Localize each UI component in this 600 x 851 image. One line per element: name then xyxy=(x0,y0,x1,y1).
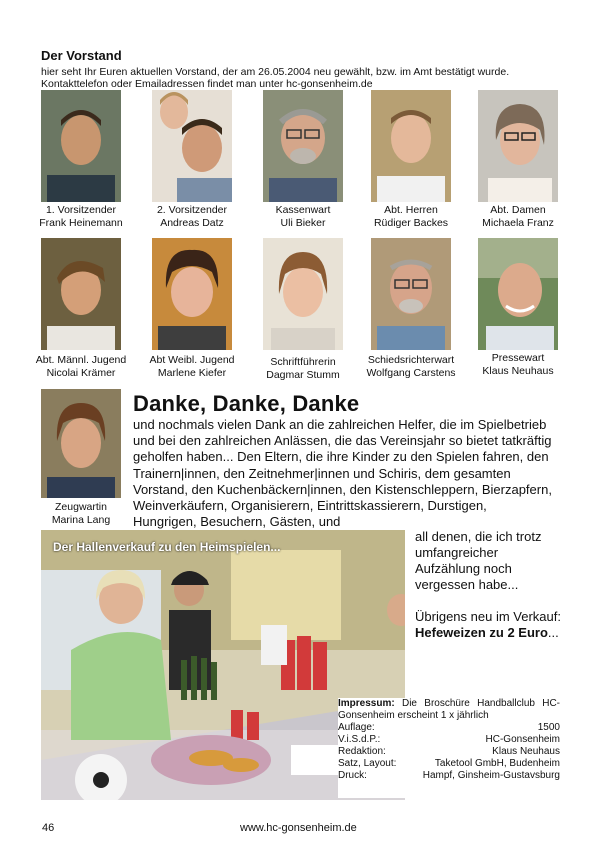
danke-continuation xyxy=(415,529,565,641)
member-role: Zeugwartin xyxy=(55,501,107,513)
member-name: Marlene Kiefer xyxy=(157,367,227,379)
member-name: Frank Heinemann xyxy=(39,217,123,229)
danke-heading: Danke, Danke, Danke xyxy=(133,391,360,416)
impressum-value: 1500 xyxy=(537,722,560,733)
member-role: Schiedsrichterwart xyxy=(367,354,455,366)
member-role: 2. Vorsitzender xyxy=(156,204,228,216)
beer-note-prefix: Übrigens neu im Verkauf: xyxy=(415,609,561,624)
impressum-row xyxy=(338,734,560,746)
impressum-key: Redaktion: xyxy=(338,746,386,757)
caption-member-4 xyxy=(356,204,466,230)
impressum-row xyxy=(338,758,560,770)
member-name: Rüdiger Backes xyxy=(373,217,449,229)
photo-member-7 xyxy=(152,238,232,350)
member-role: Abt Weibl. Jugend xyxy=(149,354,235,366)
impressum-key: V.i.S.d.P.: xyxy=(338,734,381,745)
member-name: Wolfgang Carstens xyxy=(366,367,456,379)
photo-member-4 xyxy=(371,90,451,202)
member-name: Marina Lang xyxy=(51,514,111,526)
impressum-value: Hampf, Ginsheim-Gustavsburg xyxy=(422,770,560,781)
caption-member-5 xyxy=(463,204,573,230)
photo-member-9 xyxy=(371,238,451,350)
caption-member-7 xyxy=(137,354,247,380)
beer-note-bold: Hefeweizen zu 2 Euro xyxy=(415,625,548,640)
member-name: Michaela Franz xyxy=(482,217,554,229)
impressum-key: Satz, Layout: xyxy=(338,758,397,769)
photo-member-5 xyxy=(478,90,558,202)
member-name: Andreas Datz xyxy=(160,217,224,229)
member-role: Abt. Herren xyxy=(384,204,438,216)
member-name: Uli Bieker xyxy=(280,217,326,229)
photo-member-11 xyxy=(41,389,121,498)
impressum-value: Taketool GmbH, Budenheim xyxy=(434,758,560,769)
member-role: 1. Vorsitzender xyxy=(45,204,117,216)
member-role: Pressewart xyxy=(491,352,545,364)
section-title: Der Vorstand xyxy=(41,48,122,63)
photo-member-6 xyxy=(41,238,121,350)
impressum-key: Auflage: xyxy=(338,722,375,733)
sales-photo-caption: Der Hallenverkauf zu den Heimspielen... xyxy=(53,540,281,554)
photo-member-10 xyxy=(478,238,558,350)
impressum-row xyxy=(338,770,560,782)
impressum-label: Impressum: xyxy=(338,698,395,709)
photo-member-3 xyxy=(263,90,343,202)
beer-note-suffix: ... xyxy=(547,625,559,640)
impressum xyxy=(338,698,560,798)
impressum-value: HC-Gonsenheim xyxy=(485,734,560,745)
footer-url[interactable]: www.hc-gonsenheim.de xyxy=(240,822,357,834)
member-role: Abt. Männl. Jugend xyxy=(35,354,127,366)
member-name: Dagmar Stumm xyxy=(266,369,340,381)
impressum-value: Klaus Neuhaus xyxy=(492,746,560,757)
beer-note xyxy=(415,609,565,641)
impressum-key: Druck: xyxy=(338,770,367,781)
member-name: Klaus Neuhaus xyxy=(482,365,554,377)
danke-text: und nochmals vielen Dank an die zahlreichen Helfer, die im Spielbetrieb und bei den zahlreichen Anlässen, die das Vereinsjahr so bietet tatkräftig geholfen haben... Den Eltern, die ihre Kinder zu den Spielen fahren, den Trainern|innen, den Zeitnehmer|innen und Schiris, dem gesamten Vorstand, den Kuchenbäckern|innen, den Kistenschleppern, Bierzapfern, Weinverkäufern, Organisierern, Eintrittskassierern, Durstigen, Hungrigen, Besuchern, Gästen, und xyxy=(133,417,552,530)
caption-member-8 xyxy=(248,356,358,382)
caption-member-6 xyxy=(26,354,136,380)
photo-member-2 xyxy=(152,90,232,202)
caption-member-3 xyxy=(248,204,358,230)
caption-member-9 xyxy=(356,354,466,380)
caption-member-11 xyxy=(26,501,136,527)
member-name: Nicolai Krämer xyxy=(46,367,116,379)
member-role: Kassenwart xyxy=(275,204,331,216)
intro-line-2: Kontakttelefon oder Emailadressen findet man unter hc-gonsenheim.de xyxy=(41,78,373,90)
photo-member-1 xyxy=(41,90,121,202)
photo-member-8 xyxy=(263,238,343,350)
danke-continuation-text: all denen, die ich trotz umfangreicher Aufzählung noch vergessen habe... xyxy=(415,529,542,592)
impressum-text: Die Broschüre Handballclub HC-Gonsenheim erscheint 1 x jährlich xyxy=(338,698,561,721)
caption-member-1 xyxy=(26,204,136,230)
caption-member-10 xyxy=(463,352,573,378)
member-role: Abt. Damen xyxy=(490,204,546,216)
impressum-row xyxy=(338,746,560,758)
intro-text xyxy=(41,66,571,90)
intro-line-1: hier seht Ihr Euren aktuellen Vorstand, der am 26.05.2004 neu gewählt, bzw. im Amt bestätigt wurde. xyxy=(41,66,510,78)
member-role: Schriftführerin xyxy=(270,356,336,368)
impressum-intro xyxy=(338,698,560,722)
caption-member-2 xyxy=(137,204,247,230)
page-number: 46 xyxy=(42,822,55,834)
impressum-row xyxy=(338,722,560,734)
